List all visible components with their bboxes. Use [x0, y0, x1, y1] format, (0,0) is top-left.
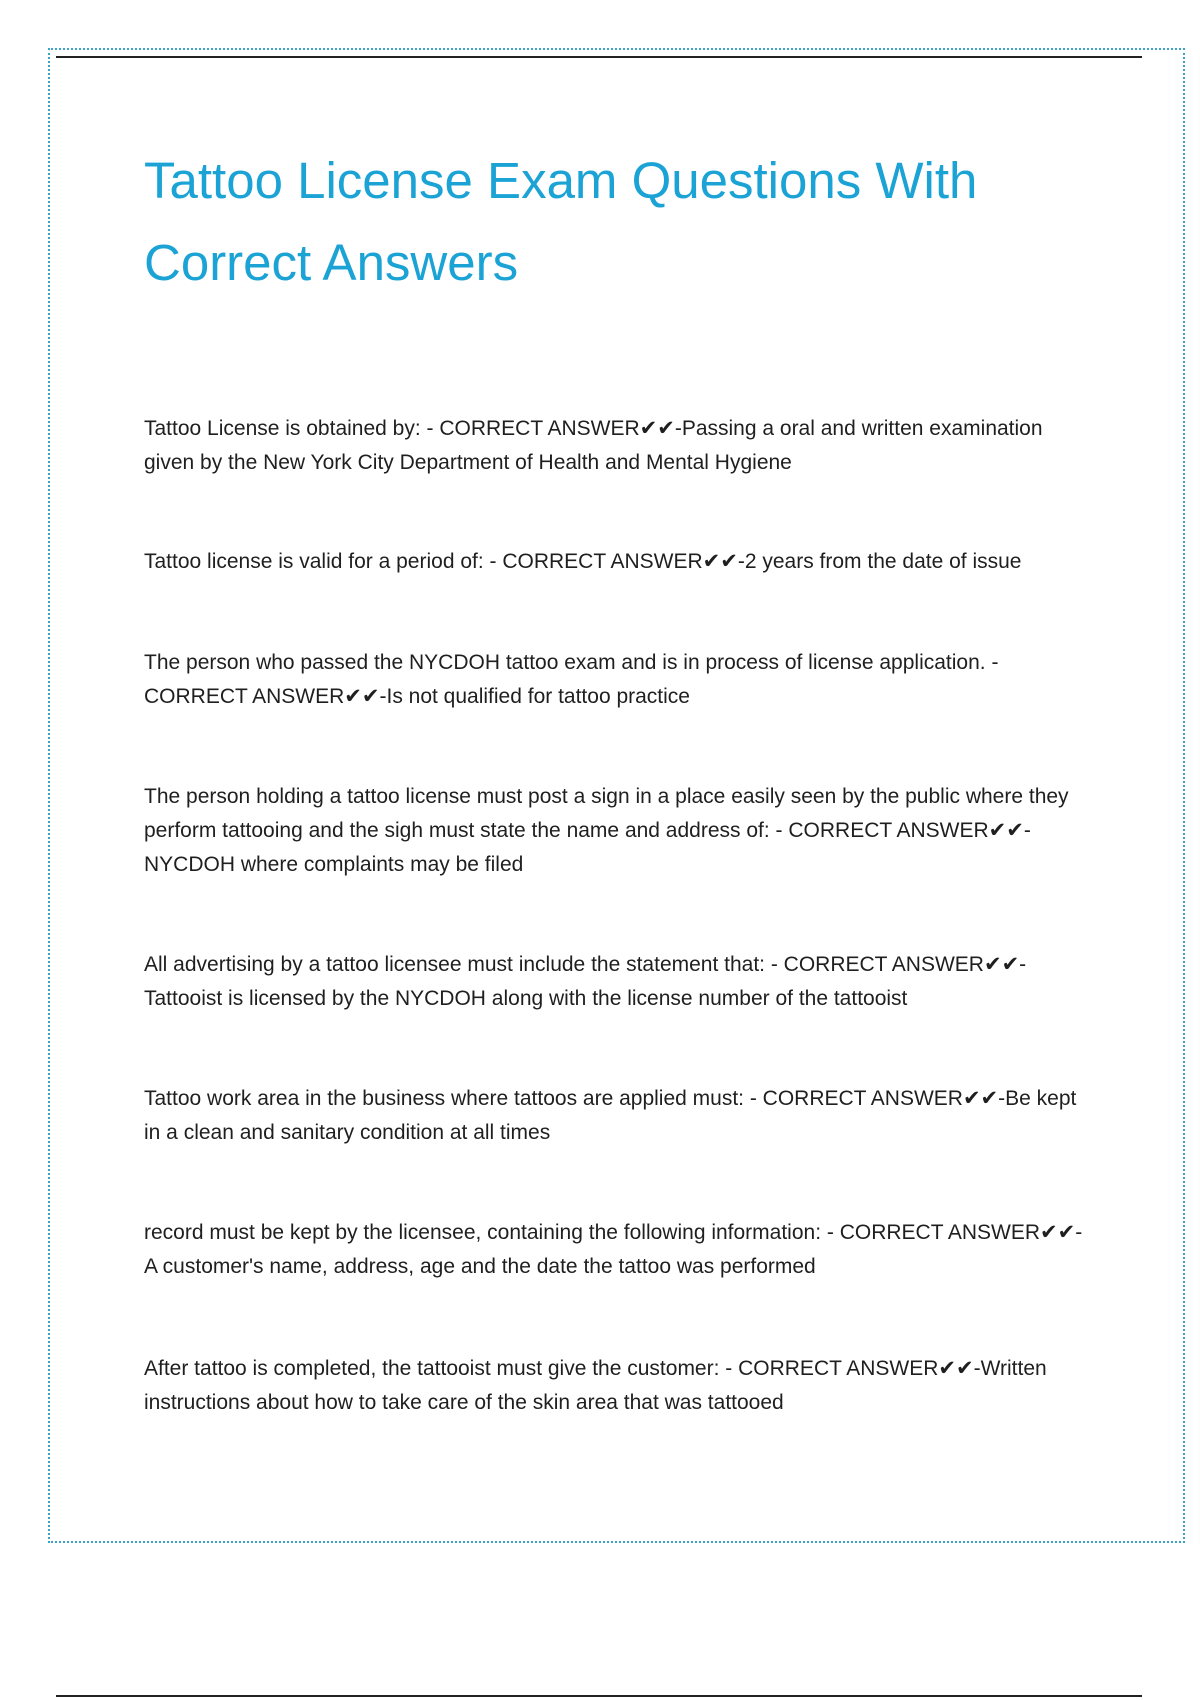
qa-item: The person who passed the NYCDOH tattoo exam and is in process of license application. - CORRECT ANSWER✔✔-Is not qualified for tattoo practice: [144, 651, 999, 708]
qa-item: After tattoo is completed, the tattooist must give the customer: - CORRECT ANSWER✔✔-Written instructions about how to take care of the skin area that was tattooed: [144, 1357, 1047, 1414]
bottom-rule: [56, 1695, 1142, 1697]
qa-item: Tattoo license is valid for a period of: - CORRECT ANSWER✔✔-2 years from the date of issue: [144, 550, 1022, 573]
qa-item: Tattoo work area in the business where tattoos are applied must: - CORRECT ANSWER✔✔-Be kept in a clean and sanitary condition at all times: [144, 1087, 1077, 1144]
top-rule: [56, 56, 1142, 58]
qa-item: The person holding a tattoo license must post a sign in a place easily seen by the public where they perform tattooing and the sigh must state the name and address of: - CORRECT ANSWER✔✔-NYCDOH where complaints may be filed: [144, 785, 1069, 876]
qa-item: Tattoo License is obtained by: - CORRECT ANSWER✔✔-Passing a oral and written examination given by the New York City Department of Health and Mental Hygiene: [144, 417, 1043, 474]
qa-item: All advertising by a tattoo licensee must include the statement that: - CORRECT ANSWER✔✔-Tattooist is licensed by the NYCDOH along with the license number of the tattooist: [144, 953, 1027, 1010]
document-title: Tattoo License Exam Questions With Correct Answers: [144, 152, 978, 291]
qa-item: record must be kept by the licensee, containing the following information: - CORRECT ANSWER✔✔-A customer's name, address, age and the date the tattoo was performed: [144, 1221, 1083, 1278]
